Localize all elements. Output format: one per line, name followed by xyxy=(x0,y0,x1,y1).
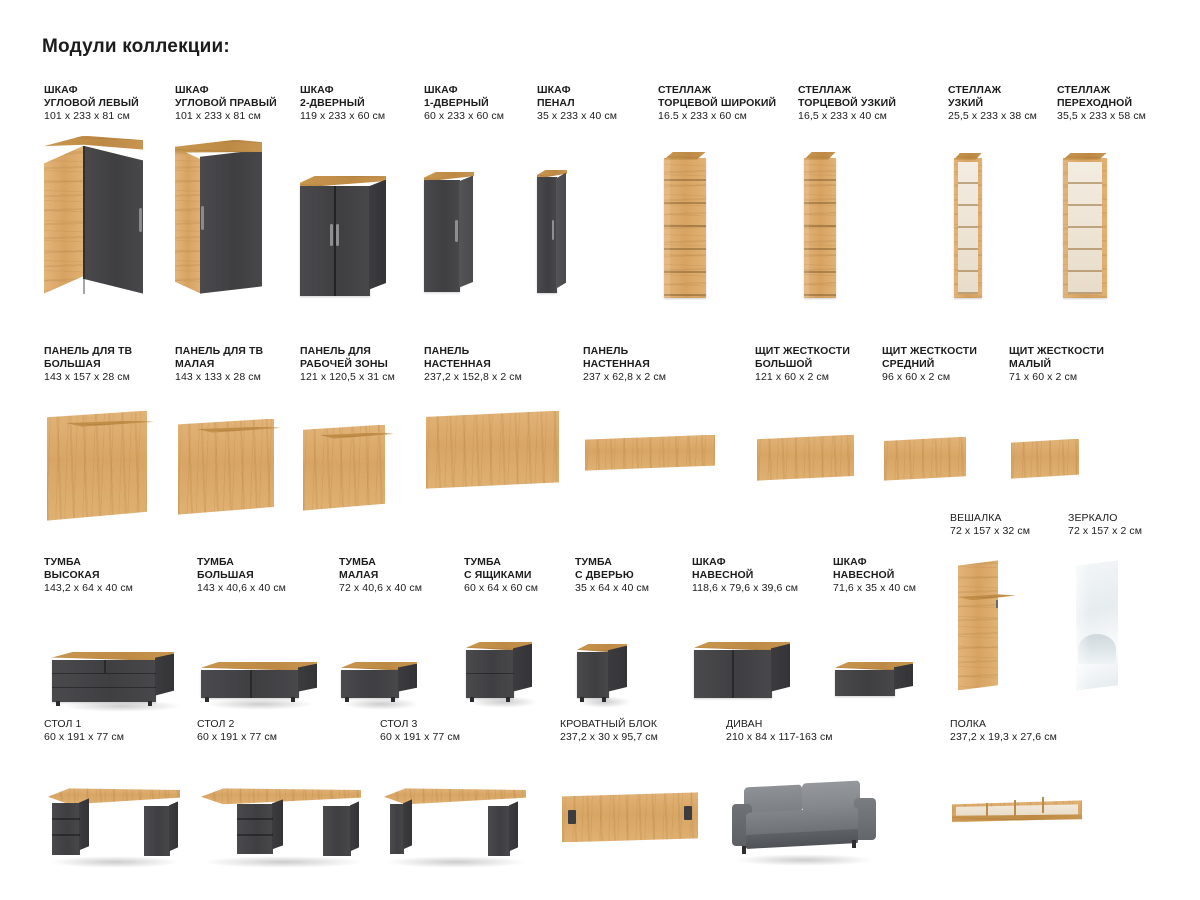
product-desk-1 xyxy=(44,718,194,868)
product-image xyxy=(537,128,607,308)
product-corner-right xyxy=(175,84,290,308)
product-penal xyxy=(537,84,617,308)
product-image xyxy=(798,128,898,308)
page-title: Модули коллекции: xyxy=(42,36,230,57)
product-label: ТУМБА С ДВЕРЬЮ 35 x 64 x 40 см xyxy=(575,556,650,595)
product-rack-wide xyxy=(658,84,776,308)
product-image xyxy=(560,748,710,868)
product-label: ТУМБА С ЯЩИКАМИ 60 x 64 x 60 см xyxy=(464,556,539,595)
product-image xyxy=(755,389,875,509)
product-image xyxy=(424,389,574,519)
product-image xyxy=(833,600,953,710)
product-board-big xyxy=(755,345,875,509)
product-image xyxy=(175,389,295,529)
product-wardrobe-1door xyxy=(424,84,514,308)
product-image xyxy=(1068,542,1168,702)
product-label: СТЕЛЛАЖ ПЕРЕХОДНОЙ 35,5 x 233 x 58 см xyxy=(1057,84,1146,123)
product-image xyxy=(948,128,1028,308)
product-image xyxy=(44,389,164,529)
product-label: ШКАФ ПЕНАЛ 35 x 233 x 40 см xyxy=(537,84,618,123)
product-cabinet-big xyxy=(197,556,337,710)
product-label: ШКАФ 1-ДВЕРНЫЙ 60 x 233 x 60 см xyxy=(424,84,505,123)
product-bed-block xyxy=(560,718,710,868)
product-cabinet-high xyxy=(44,556,194,710)
product-label: СТЕЛЛАЖ ТОРЦЕВОЙ УЗКИЙ 16,5 x 233 x 40 см xyxy=(798,84,896,123)
product-label: ТУМБА МАЛАЯ 72 x 40,6 x 40 см xyxy=(339,556,423,595)
product-label: ПОЛКА 237,2 x 19,3 x 27,6 см xyxy=(950,718,1057,744)
product-image xyxy=(424,128,514,308)
product-image xyxy=(575,600,665,710)
product-image xyxy=(950,748,1100,848)
product-image xyxy=(464,600,564,710)
product-image xyxy=(44,600,194,710)
product-board-mid xyxy=(882,345,1002,509)
product-wall-cabinet-big xyxy=(692,556,822,710)
product-label: ШКАФ НАВЕСНОЙ 118,6 x 79,6 x 39,6 см xyxy=(692,556,799,595)
product-cabinet-door xyxy=(575,556,665,710)
product-mirror xyxy=(1068,512,1168,702)
product-wall-panel-long xyxy=(583,345,733,519)
product-cabinet-drawers xyxy=(464,556,564,710)
product-corner-left xyxy=(44,84,164,308)
product-image xyxy=(950,542,1060,702)
product-image xyxy=(197,748,377,868)
product-image xyxy=(692,600,822,710)
product-image xyxy=(1057,128,1157,308)
product-wall-panel-big xyxy=(424,345,574,519)
product-label: ПАНЕЛЬ ДЛЯ ТВ МАЛАЯ 143 x 133 x 28 см xyxy=(175,345,264,384)
product-label: ПАНЕЛЬ НАСТЕННАЯ 237 x 62,8 x 2 см xyxy=(583,345,667,384)
product-label: ШКАФ 2-ДВЕРНЫЙ 119 x 233 x 60 см xyxy=(300,84,386,123)
product-rack-thin xyxy=(948,84,1037,308)
product-label: ДИВАН 210 x 84 x 117-163 см xyxy=(726,718,833,744)
product-label: СТЕЛЛАЖ УЗКИЙ 25,5 x 233 x 38 см xyxy=(948,84,1037,123)
product-image xyxy=(175,128,290,308)
product-work-panel xyxy=(300,345,420,529)
product-label: ЩИТ ЖЕСТКОСТИ БОЛЬШОЙ 121 x 60 x 2 см xyxy=(755,345,850,384)
product-cabinet-small xyxy=(339,556,449,710)
product-label: ЩИТ ЖЕСТКОСТИ СРЕДНИЙ 96 x 60 x 2 см xyxy=(882,345,977,384)
product-image xyxy=(658,128,768,308)
product-tv-panel-big xyxy=(44,345,164,529)
product-image xyxy=(1009,389,1119,509)
product-image xyxy=(197,600,337,710)
product-label: СТЕЛЛАЖ ТОРЦЕВОЙ ШИРОКИЙ 16.5 x 233 x 60 см xyxy=(658,84,777,123)
product-label: ТУМБА БОЛЬШАЯ 143 x 40,6 x 40 см xyxy=(197,556,286,595)
product-image xyxy=(882,389,1002,509)
product-label: СТОЛ 3 60 x 191 x 77 см xyxy=(380,718,461,744)
product-board-small xyxy=(1009,345,1119,509)
product-label: ТУМБА ВЫСОКАЯ 143,2 x 64 x 40 см xyxy=(44,556,133,595)
product-label: КРОВАТНЫЙ БЛОК 237,2 x 30 x 95,7 см xyxy=(560,718,658,744)
product-wall-cabinet-small xyxy=(833,556,953,710)
product-rack-transitional xyxy=(1057,84,1157,308)
product-image xyxy=(300,389,420,529)
product-label: ШКАФ НАВЕСНОЙ 71,6 x 35 x 40 см xyxy=(833,556,917,595)
product-label: ПАНЕЛЬ ДЛЯ РАБОЧЕЙ ЗОНЫ 121 x 120,5 x 31 см xyxy=(300,345,395,384)
product-tv-panel-small xyxy=(175,345,295,529)
product-image xyxy=(726,748,891,868)
product-label: ЗЕРКАЛО 72 x 157 x 2 см xyxy=(1068,512,1143,538)
product-sofa xyxy=(726,718,891,868)
product-image xyxy=(44,748,194,868)
product-image xyxy=(380,748,540,868)
product-image xyxy=(44,128,164,308)
product-desk-2 xyxy=(197,718,377,868)
product-desk-3 xyxy=(380,718,540,868)
product-label: СТОЛ 2 60 x 191 x 77 см xyxy=(197,718,278,744)
product-rack-narrow xyxy=(798,84,898,308)
product-shelf xyxy=(950,718,1100,848)
product-wardrobe-2door xyxy=(300,84,410,308)
product-image xyxy=(300,128,410,308)
product-label: ПАНЕЛЬ НАСТЕННАЯ 237,2 x 152,8 x 2 см xyxy=(424,345,522,384)
product-label: ШКАФ УГЛОВОЙ ЛЕВЫЙ 101 x 233 x 81 см xyxy=(44,84,139,123)
product-label: ШКАФ УГЛОВОЙ ПРАВЫЙ 101 x 233 x 81 см xyxy=(175,84,277,123)
product-image xyxy=(583,389,733,519)
product-image xyxy=(339,600,449,710)
product-label: ПАНЕЛЬ ДЛЯ ТВ БОЛЬШАЯ 143 x 157 x 28 см xyxy=(44,345,133,384)
product-hanger xyxy=(950,512,1060,702)
product-label: ЩИТ ЖЕСТКОСТИ МАЛЫЙ 71 x 60 x 2 см xyxy=(1009,345,1104,384)
product-label: ВЕШАЛКА 72 x 157 x 32 см xyxy=(950,512,1031,538)
product-label: СТОЛ 1 60 x 191 x 77 см xyxy=(44,718,125,744)
